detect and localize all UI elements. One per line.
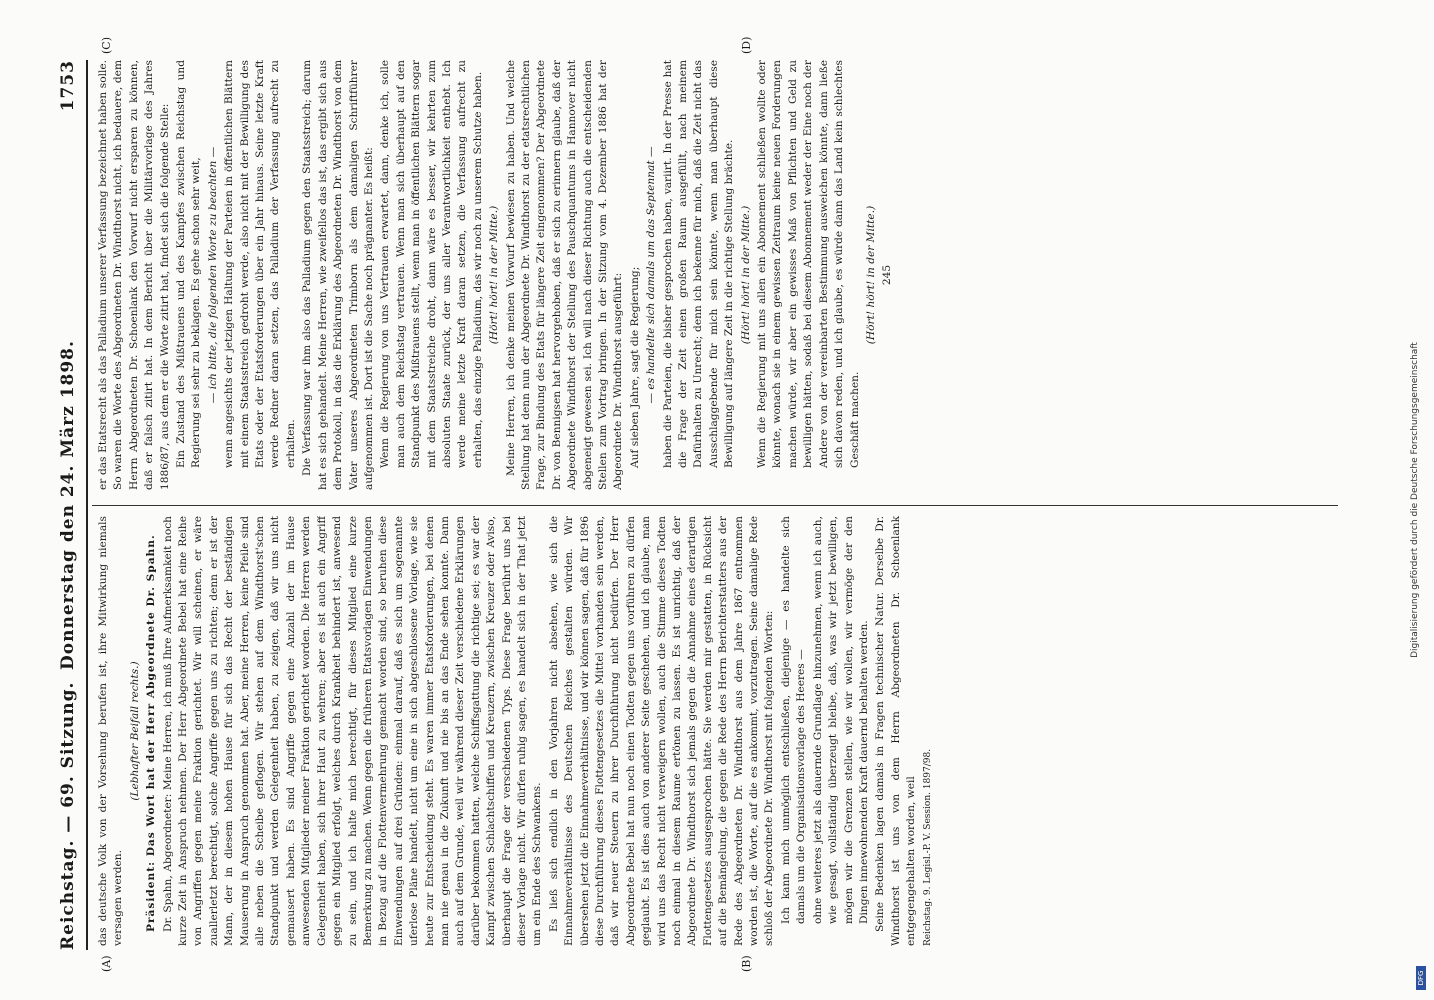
margin-mark-a: (A) xyxy=(100,955,113,972)
quotation: wenn angesichts der jetzigen Haltung der Parteien in öffentlichen Blättern mit einem Staatsstreich gedroht werde, also nicht mit der Bewilligung des Etats oder der Etatsforderungen über ein Jahr hinaus. Seine letzte Kraft werde Redner daran setzen, das Palladium der Verfassung aufrecht zu erhalten. xyxy=(223,60,297,468)
left-column xyxy=(96,516,1336,946)
quotation: ohne weiteres jetzt als dauernde Grundlage hinzunehmen, wenn ich auch, wie gesagt, vollständig überzeugt bleibe, daß, was wir jetzt bewilligen, mögen wir die Grenzen stellen, wie wir wollen, wir vermöge der den Dingen innewohnenden Kraft dauernd behalten werden. xyxy=(811,516,870,924)
interjection: (Lebhafter Beifall rechts.) xyxy=(128,661,141,801)
quotation: Wenn die Regierung von uns Vertrauen erwartet, dann, denke ich, solle man auch dem Reichstag vertrauen. Wenn man sich überhaupt auf den Standpunkt des Mißtrauens stellt, wenn man in öffentlichen Blättern sogar mit dem Staatsstreiche droht, dann wäre es besser, wir kehrten zum absoluten Staate zurück, der uns aller Verantwortlichkeit enthebt. Ich werde meine letzte Kraft daran setzen, die Verfassung aufrecht zu erhalten, das einzige Palladium, das wir noch zu unserem Schutze haben. xyxy=(379,60,484,468)
interjection: (Hört! hört! in der Mitte.) xyxy=(739,205,752,345)
margin-mark-d: (D) xyxy=(740,36,753,54)
speech-paragraph: Meine Herren, ich denke meinen Vorwurf bewiesen zu haben. Und welche Stellung hat denn nun der Abgeordnete Dr. Windthorst zu der etatsrechtlichen Frage, zur Bindung des Etats für längere Zeit eingenommen? Der Abgeordnete Dr. von Bennigsen hat hervorgehoben, daß er sich zu erinnern glaube, daß der Abgeordnete Windthorst der Stellung des Pauschquantums in Hannover nicht abgeneigt gewesen sei. Ich will nach dieser Richtung auch die entscheidenden Stellen zum Vortrag bringen. In der Sitzung vom 4. Dezember 1886 hat der Abgeordnete Dr. Windthorst ausgeführt: xyxy=(504,60,625,490)
aside: — es handelte sich damals um das Septennat — xyxy=(645,146,658,404)
quotation: haben die Parteien, die bisher gesprochen haben, variirt. In der Presse hat die Frage der Zeit einen großen Raum ausgefüllt, nach meinem Dafürhalten zu Unrecht; denn ich bekenne für mich, daß die Zeit nicht das Ausschlaggebende für mich sein könnte, wenn man überhaupt diese Bewilligung auf längere Zeit in die richtige Stellung brächte. xyxy=(661,60,736,468)
speech-paragraph: Die Verfassung war ihm also das Palladium gegen den Staatsstreich; darum hat es sich gehandelt. Meine Herren, wie zweifellos das ist, das ergibt sich aus dem Protokoll, in das die Erklärung des Abgeordneten Dr. Windthorst von dem Vater unseres Abgeordneten Trimborn als dem damaligen Schriftführer aufgenommen ist. Dort ist die Sache noch prägnanter. Es heißt: xyxy=(301,60,375,490)
header-date: Donnerstag den 24. März 1898. xyxy=(58,340,78,670)
paragraph: er das Etatsrecht als das Palladium unserer Verfassung bezeichnet haben solle. So waren die Worte des Abgeordneten Dr. Windthorst nicht, ich bedauere, dem Herrn Abgeordneten Dr. Schoenlank den Vorwurf nicht ersparen zu können, daß er falsch zitirt hat. In dem Bericht über die Militärvorlage des Jahres 1886/87, aus dem er die Worte zitirt hat, findet sich die folgende Stelle: xyxy=(97,60,171,490)
margin-mark-c: (C) xyxy=(100,37,113,54)
quotation: Ein Zustand des Mißtrauens und des Kampfes zwischen Reichstag und Regierung sei sehr zu beklagen. Es gehe schon sehr weit, xyxy=(175,60,203,468)
sheet-number: 245 xyxy=(881,264,894,286)
speaker-paragraph: Präsident: Das Wort hat der Herr Abgeordnete Dr. Spahn. xyxy=(145,534,158,932)
speech-paragraph: Es ließ sich endlich in den Vorjahren nicht absehen, wie sich die Einnahmeverhältnisse des Deutschen Reiches gestalten würden. Wir übersehen jetzt die Einnahmeverhältnisse, und wir können sagen, daß für 1896 diese Durchführung dieses Flottengesetzes die Mittel vorhanden sein werden, daß wir neuer Steuern zu ihrer Durchführung nicht bedürfen. Der Herr Abgeordnete Bebel hat nun noch einen Todten gegen uns vorführen zu dürfen geglaubt. Es ist dies auch von anderer Seite geschehen, und ich glaube, man wird uns das Recht nicht verweigern wollen, auch die Stimme dieses Todten noch einmal in diesem Raume ertönen zu lassen. Es ist unrichtig, daß der Abgeordnete Dr. Windthorst sich jemals gegen die Annahme eines derartigen Flottengesetzes ausgesprochen hätte. Sie werden mir gestatten, in Rücksicht auf die Bemängelung, die gegen die Rede des Herrn Berichterstatters aus der Rede des Abgeordneten Dr. Windthorst aus dem Jahre 1867 entnommen worden ist, die Worte, auf die es ankommt, vorzutragen. Seine damalige Rede schloß der Abgeordnete Dr. Windthorst mit folgenden Worten: xyxy=(547,516,776,946)
speech-paragraph: Seine Bedenken lagen damals in Fragen technischer Natur. Derselbe Dr. Windthorst ist uns von dem Herrn Abgeordneten Dr. Schoenlank entgegengehalten worden, weil xyxy=(874,516,918,946)
header-rule xyxy=(86,60,88,950)
paragraph: das deutsche Volk von der Vorsehung berufen ist, ihre Mitwirkung niemals versagen werden. xyxy=(97,516,125,946)
quotation: Auf sieben Jahre, sagt die Regierung; xyxy=(628,266,641,468)
right-column xyxy=(96,60,1336,490)
quotation: Ich kann mich unmöglich entschließen, diejenige — es handelte sich damals um die Organisationsvorlage des Heeres — xyxy=(779,516,808,924)
interjection: (Hört! hört! in der Mitte.) xyxy=(488,205,501,345)
aside: — ich bitte, die folgenden Worte zu beachten — xyxy=(206,146,219,404)
quotation: Wenn die Regierung mit uns allen ein Abonnement schließen wollte oder könnte, wonach sie in einem gewissen Zeitraum keine neuen Forderungen machen würde, wir aber ein gewisses Maß von Pflichten und Geld zu bewilligen hätten, sodaß bei diesem Abonnement weder der Eine noch der Andere von der vereinbarten Bestimmung ausweichen könnte, dann ließe sich davon reden, und ich glaube, es würde dann das Land kein schlechtes Geschäft machen. xyxy=(756,60,861,468)
interjection: (Hört! hört! in der Mitte.) xyxy=(864,205,877,345)
speech-paragraph: Dr. Spahn, Abgeordneter: Meine Herren, ich muß Ihre Aufmerksamkeit noch kurze Zeit in Anspruch nehmen. Der Herr Abgeordnete Bebel hat eine Reihe von Angriffen gegen meine Fraktion gerichtet. Wir will scheinen, er wäre zuallerletzt berechtigt, solche Angriffe gegen uns zu richten; denn er ist der Mann, der in diesem hohen Hause für sich das Recht der beständigen Mauserung in Anspruch genommen hat. Aber, meine Herren, keine Pfeile sind alle neben die Scheibe geflogen. Wir stehen auf dem Windthorst'schen Standpunkt und werden Gelegenheit haben, zu zeigen, daß wir uns nicht gemausert haben. Es sind Angriffe gegen eine Anzahl der im Hause anwesenden Mitglieder meiner Fraktion gerichtet worden. Die Herren werden Gelegenheit haben, sich ihrer Haut zu wehren; aber es ist auch ein Angriff gegen ein Mitglied erfolgt, welches durch Krankheit behindert ist, anwesend zu sein, und ich halte mich berechtigt, für dieses Mitglied eine kurze Bemerkung zu machen. Wenn gegen die früheren Etatsvorlagen Einwendungen in Bezug auf die Flottenvermehrung gemacht worden sind, so beruhen diese Einwendungen auf drei Gründen: einmal darauf, daß es sich um sogenannte uferlose Pläne handelt, nicht um eine in sich abgeschlossene Vorlage, wie sie heute zur Entscheidung steht. Es waren immer Etatsforderungen, bei denen man nie genau in die Zukunft und nie bis an das Ende sehen konnte. Dann auch auf dem Grunde, weil wir während dieser Zeit verschiedene Erklärungen darüber bekommen hatten, welche Schiffsgattung die richtige sei; es war der Kampf zwischen Schlachtschiffen und Kreuzern, zwischen Kreuzer oder Aviso, überhaupt die Frage der verschiedenen Typs. Diese Frage berührt uns bei dieser Vorlage nicht. Wir dürfen ruhig sagen, es handelt sich in der That jetzt um ein Ende des Schwankens. xyxy=(161,516,544,946)
session-footnote: Reichstag. 9. Legisl.-P. V. Session. 1897/98. xyxy=(922,748,933,946)
dfg-logo: DFG xyxy=(1416,966,1426,990)
page-number: 1753 xyxy=(58,60,78,112)
header-left: Reichstag. — 69. Sitzung. xyxy=(58,681,78,950)
digitization-credit: Digitalisierung gefördert durch die Deutsche Forschungsgemeinschaft xyxy=(1410,342,1420,658)
column-divider xyxy=(92,505,1338,506)
margin-mark-b: (B) xyxy=(740,955,753,972)
